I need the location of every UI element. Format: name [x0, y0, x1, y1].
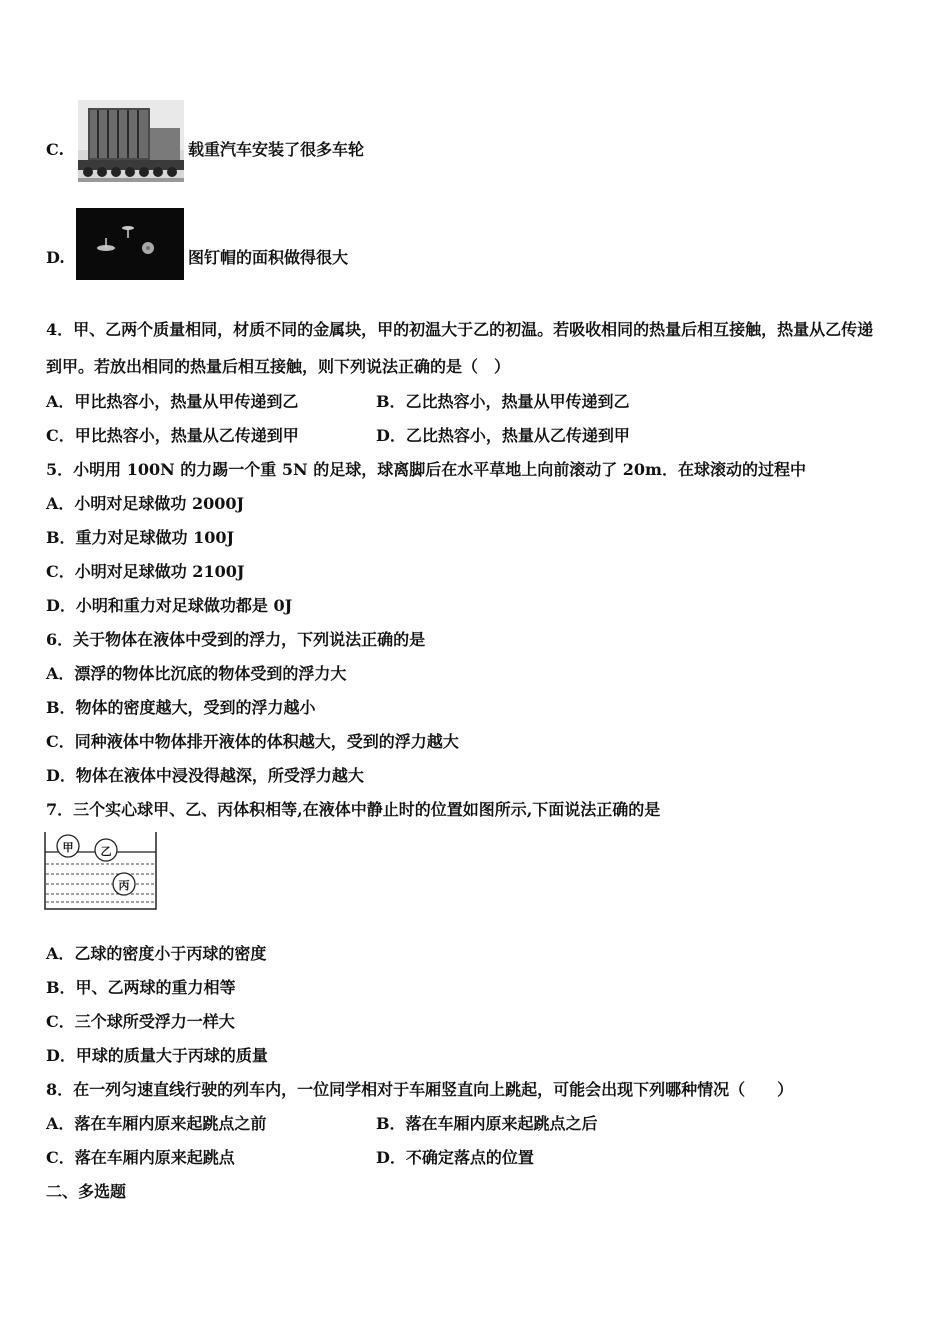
- ball-yi: [95, 839, 117, 861]
- liquid-balls-diagram: [44, 830, 158, 912]
- ball-bing: [113, 873, 135, 895]
- q5-option-d: D．小明和重力对足球做功都是 0J: [46, 596, 293, 615]
- q4-option-c: C．甲比热容小，热量从乙传递到甲: [46, 426, 299, 445]
- svg-text:甲: 甲: [62, 841, 74, 854]
- q6-option-d: D．物体在液体中浸没得越深，所受浮力越大: [46, 766, 364, 785]
- q6-option-c: C．同种液体中物体排开液体的体积越大，受到的浮力越大: [46, 732, 459, 751]
- q8-option-b: B．落在车厢内原来起跳点之后: [376, 1114, 598, 1133]
- q4-option-b: B．乙比热容小，热量从甲传递到乙: [376, 392, 630, 411]
- q4-option-a: A．甲比热容小，热量从甲传递到乙: [46, 392, 299, 411]
- option-c-label: C.: [46, 140, 65, 159]
- svg-text:丙: 丙: [118, 879, 130, 892]
- q4-stem-line1: 4．甲、乙两个质量相同，材质不同的金属块，甲的初温大于乙的初温。若吸收相同的热量后相互接触，热量从乙传递: [46, 320, 874, 339]
- option-c-text: 载重汽车安装了很多车轮: [188, 140, 365, 159]
- q5-option-c: C．小明对足球做功 2100J: [46, 562, 245, 581]
- q6-option-b: B．物体的密度越大，受到的浮力越小: [46, 698, 316, 717]
- q8-option-a: A．落在车厢内原来起跳点之前: [46, 1114, 267, 1133]
- q5-stem: 5．小明用 100N 的力踢一个重 5N 的足球，球离脚后在水平草地上向前滚动了 20m．在球滚动的过程中: [46, 460, 806, 479]
- q4-option-d: D．乙比热容小，热量从乙传递到甲: [376, 426, 630, 445]
- option-d-label: D.: [46, 248, 65, 267]
- ball-jia: [57, 835, 79, 857]
- q7-stem: 7．三个实心球甲、乙、丙体积相等,在液体中静止时的位置如图所示,下面说法正确的是: [46, 800, 661, 819]
- section-heading-multiple-choice: 二、多选题: [46, 1182, 127, 1201]
- option-d-text: 图钉帽的面积做得很大: [188, 248, 349, 267]
- q8-stem: 8．在一列匀速直线行驶的列车内，一位同学相对于车厢竖直向上跳起，可能会出现下列哪种情况（ ）: [46, 1080, 794, 1099]
- q6-stem: 6．关于物体在液体中受到的浮力，下列说法正确的是: [46, 630, 426, 649]
- q7-option-d: D．甲球的质量大于丙球的质量: [46, 1046, 268, 1065]
- thumbtack-photo: [76, 208, 184, 280]
- q4-stem-line2: 到甲。若放出相同的热量后相互接触，则下列说法正确的是（ ）: [46, 357, 511, 376]
- truck-photo: [78, 100, 184, 182]
- q5-option-a: A．小明对足球做功 2000J: [46, 494, 245, 513]
- q6-option-a: A．漂浮的物体比沉底的物体受到的浮力大: [46, 664, 347, 683]
- q8-option-c: C．落在车厢内原来起跳点: [46, 1148, 235, 1167]
- q7-option-c: C．三个球所受浮力一样大: [46, 1012, 235, 1031]
- q7-option-b: B．甲、乙两球的重力相等: [46, 978, 236, 997]
- q5-option-b: B．重力对足球做功 100J: [46, 528, 235, 547]
- q8-option-d: D．不确定落点的位置: [376, 1148, 534, 1167]
- svg-text:乙: 乙: [100, 845, 112, 858]
- q7-option-a: A．乙球的密度小于丙球的密度: [46, 944, 267, 963]
